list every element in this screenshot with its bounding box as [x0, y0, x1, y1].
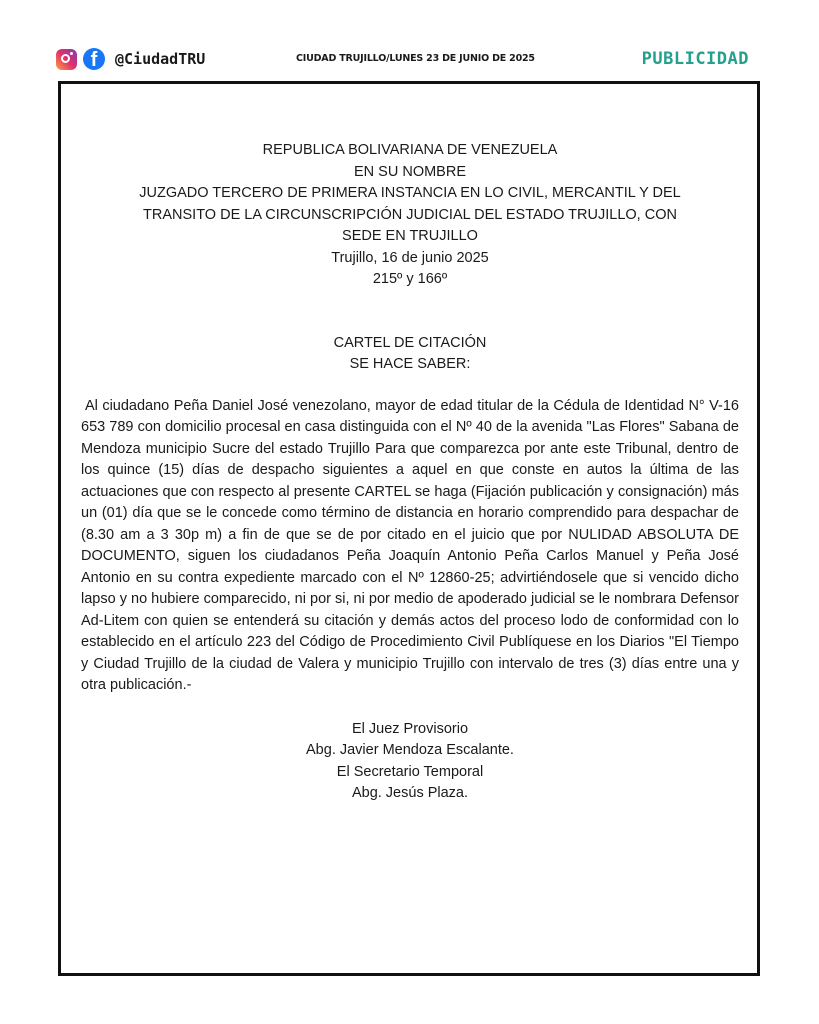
instagram-icon[interactable]: [56, 49, 77, 70]
heading-line: EN SU NOMBRE: [354, 163, 466, 180]
notice-subtitle: SE HACE SABER:: [349, 356, 471, 372]
heading-line: SEDE EN TRUJILLO: [342, 228, 478, 244]
heading-line: TRANSITO DE LA CIRCUNSCRIPCIÓN JUDICIAL DEL ESTADO TRUJILLO, CON: [143, 206, 677, 223]
legal-notice-frame: [58, 81, 760, 976]
signature-line: El Secretario Temporal: [336, 763, 484, 780]
edition-date: CIUDAD TRUJILLO/LUNES 23 DE JUNIO DE 2025: [296, 53, 535, 64]
signature-block: [81, 719, 739, 805]
facebook-icon[interactable]: f: [83, 48, 105, 70]
page-header: [56, 40, 749, 80]
notice-title-block: [81, 333, 739, 376]
social-handle[interactable]: @CiudadTRU: [115, 50, 206, 68]
notice-body: [81, 396, 739, 697]
notice-date: Trujillo, 16 de junio 2025: [331, 249, 489, 266]
notice-title: CARTEL DE CITACIÓN: [333, 334, 487, 351]
legal-notice: [81, 140, 739, 805]
heading-line: REPUBLICA BOLIVARIANA DE VENEZUELA: [262, 142, 558, 158]
notice-body-text: Al ciudadano Peña Daniel José venezolano, mayor de edad titular de la Cédula de Identidad N° V-16 653 789 con domicilio procesal en casa distinguida con el Nº 40 de la avenida "Las Flores" Sabana de Mendoza municipio Sucre del estado Trujillo Para que comparezca por ante este Tribunal, dentro de los quince (15) días de despacho siguientes a aquel en que conste en autos la última de las actuaciones que con respecto al presente CARTEL se haga (Fijación publicación y consignación) más un (01) día que se le concede como término de distancia en horario comprendido para despachar de (8.30 am a 3 30p m) a fin de que se de por citado en el juicio que por NULIDAD ABSOLUTA DE DOCUMENTO, siguen los ciudadanos Peña Joaquín Antonio Peña Carlos Manuel y Peña José Antonio en su contra expediente marcado con el Nº 12860-25; advirtiéndosele que si vencido dicho lapso y no hubiere comparecido, ni por si, ni por medio de apoderado judicial se le nombrara Defensor Ad-Litem con quien se entenderá su citación y demás actos del proceso lodo de conformidad con lo establecido en el artículo 223 del Código de Procedimiento Civil Publíquese en los Diarios "El Tiempo y Ciudad Trujillo de la ciudad de Valera y municipio Trujillo con intervalo de tres (3) días entre una y otra publicación.-: [81, 397, 739, 693]
signature-line: El Juez Provisorio: [351, 720, 469, 737]
heading-line: JUZGADO TERCERO DE PRIMERA INSTANCIA EN LO CIVIL, MERCANTIL Y DEL: [139, 185, 681, 201]
court-heading: [81, 140, 739, 291]
signature-line: Abg. Jesús Plaza.: [351, 785, 469, 801]
signature-line: Abg. Javier Mendoza Escalante.: [306, 742, 514, 758]
notice-years: 215º y 166º: [372, 271, 448, 287]
social-links: [56, 48, 205, 70]
section-label: PUBLICIDAD: [641, 49, 749, 69]
